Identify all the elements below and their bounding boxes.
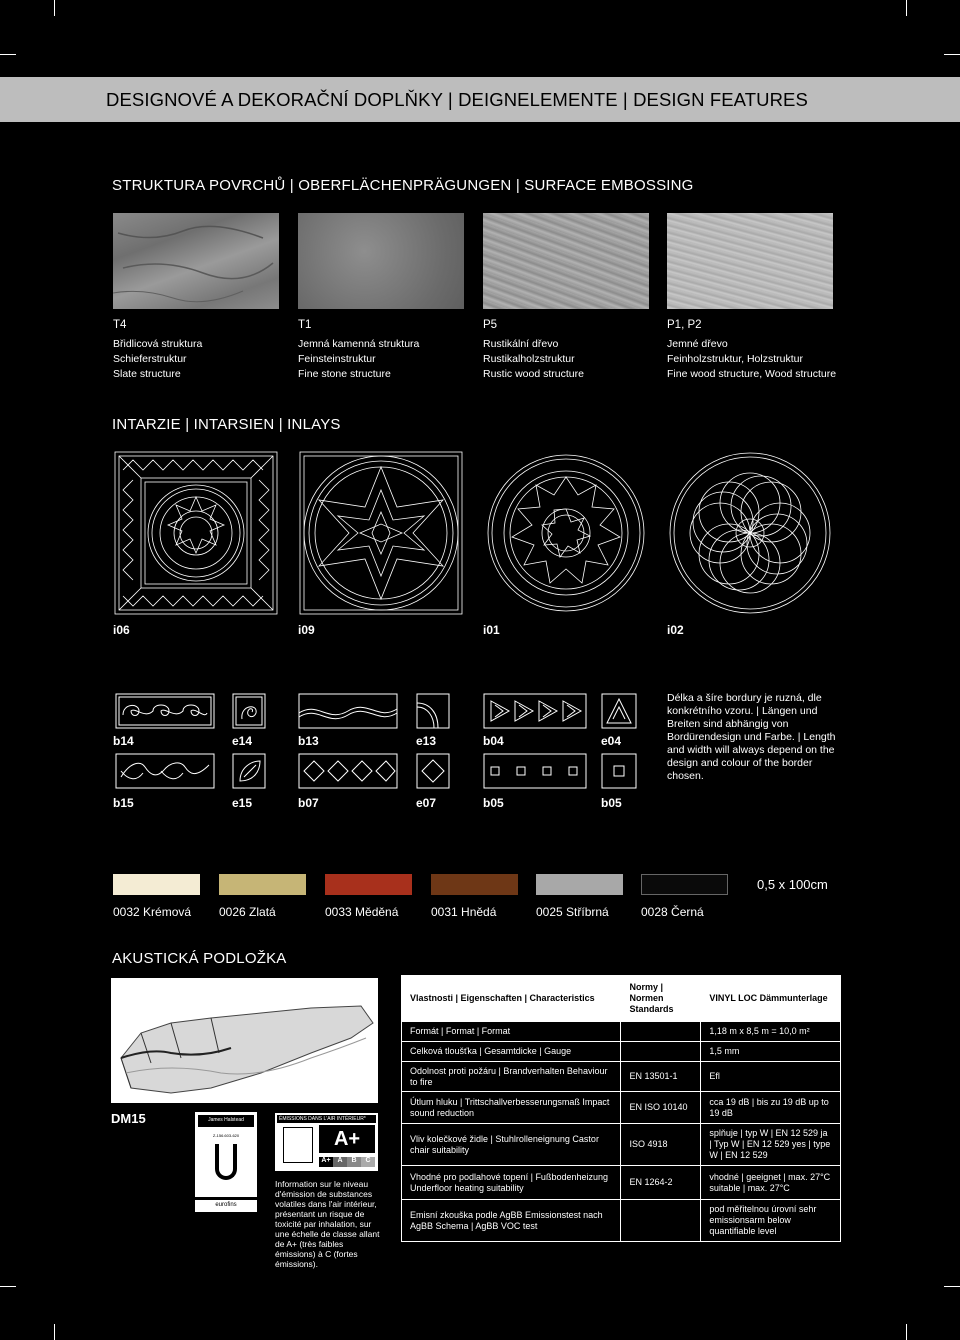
border-code: e07 — [416, 796, 437, 810]
color-label: 0031 Hnědá — [431, 905, 497, 919]
border-code: b05 — [483, 796, 504, 810]
crop-mark — [906, 1324, 907, 1340]
inlays-title: INTARZIE | INTARSIEN | INLAYS — [112, 416, 341, 433]
product-code: DM15 — [111, 1111, 146, 1126]
table-row: Odolnost proti požáru | Brandverhalten Behaviour to fire EN 13501-1 Efl — [402, 1062, 841, 1092]
texture-p5 — [483, 213, 649, 309]
inlay-i01 — [483, 450, 649, 616]
border-b05 — [483, 753, 587, 789]
table-row: Vliv kolečkové židle | Stuhlrolleneignung Castor chair suitability ISO 4918 splňuje | typ W | EN 12 529 ja | Typ W | EN 12 529 yes | type W | EN 12 529 — [402, 1124, 841, 1166]
table-row: Emisní zkouška podle AgBB Emissionstest nach AgBB Schema | AgBB VOC test pod měřitelnou úrovní sehr emissionsarm below quantifiable level — [402, 1200, 841, 1242]
color-swatch-black — [641, 874, 728, 895]
border-note: Délka a šíre bordury je ruzná, dle konkrétního vzoru. | Längen und Breiten sind abhängig von Bordürendesign und Farbe. | Length and width will always depend on the design and colour of the border chosen. — [667, 692, 836, 782]
emission-badge: ÉMISSIONS DANS L'AIR INTÉRIEUR* A+ A+ A B C — [275, 1113, 378, 1171]
inlay-code: i01 — [483, 623, 500, 637]
border-b13 — [298, 693, 398, 729]
color-swatch-silver — [536, 874, 623, 895]
spec-table — [401, 975, 841, 1242]
edge-e07 — [416, 753, 450, 789]
border-code: b07 — [298, 796, 319, 810]
color-label: 0032 Krémová — [113, 905, 192, 919]
color-label: 0026 Zlatá — [219, 905, 276, 919]
texture-t1 — [298, 213, 464, 309]
inlay-i02 — [667, 450, 833, 616]
color-swatch-cream — [113, 874, 200, 895]
emission-text: Information sur le niveau d'émission de substances volatiles dans l'air intérieur, présentant un risque de toxicité par inhalation, sur une échelle de classe allant de A+ (très faibles émissions) à C (fortes émissions). — [275, 1179, 380, 1269]
texture-p1-p2 — [667, 213, 833, 309]
crop-mark — [0, 1286, 16, 1287]
embossing-title: STRUKTURA POVRCHŮ | OBERFLÄCHENPRÄGUNGEN | SURFACE EMBOSSING — [112, 177, 694, 194]
u-mark-icon — [215, 1144, 237, 1180]
emission-scale: A+ A B C — [319, 1157, 375, 1167]
table-header-row: Vlastnosti | Eigenschaften | Characteristics Normy | Normen Standards VINYL LOC Dämmunterlage — [402, 976, 841, 1022]
texture-code: T4 — [113, 319, 127, 331]
crop-mark — [944, 54, 960, 55]
color-swatch-copper — [325, 874, 412, 895]
border-code: b04 — [483, 734, 504, 748]
eurofins-logo: eurofins — [195, 1200, 257, 1212]
border-b07 — [298, 753, 398, 789]
texture-t4 — [113, 213, 279, 309]
border-code: b13 — [298, 734, 319, 748]
table-row: Útlum hluku | Trittschallverbesserungsmaß Impact sound reduction EN ISO 10140 cca 19 dB | bis zu 19 dB up to 19 dB — [402, 1092, 841, 1124]
border-code: b14 — [113, 734, 134, 748]
page-header — [0, 77, 960, 122]
border-code: e04 — [601, 734, 622, 748]
crop-mark — [54, 0, 55, 16]
texture-caption: P1, P2 Jemné dřevo Feinholzstruktur, Holzstruktur Fine wood structure, Wood structure — [667, 319, 837, 380]
house-icon — [283, 1127, 313, 1163]
border-b15 — [115, 753, 215, 789]
texture-code: P1, P2 — [667, 319, 702, 331]
edge-b05 — [601, 753, 637, 789]
color-label: 0025 Stříbrná — [536, 905, 609, 919]
certification-logo: James Halstead Z-156.603-620 — [195, 1112, 257, 1197]
emission-grade: A+ — [319, 1125, 375, 1153]
table-row: Formát | Format | Format 1,18 m x 8,5 m = 10,0 m² — [402, 1022, 841, 1042]
border-code: b15 — [113, 796, 134, 810]
page-title: DESIGNOVÉ A DEKORAČNÍ DOPLŇKY | DEIGNELEMENTE | DESIGN FEATURES — [106, 89, 808, 110]
crop-mark — [54, 1324, 55, 1340]
color-label: 0033 Měděná — [325, 905, 399, 919]
texture-caption: T1 Jemná kamenná struktura Feinsteinstruktur Fine stone structure — [298, 319, 420, 380]
crop-mark — [944, 1286, 960, 1287]
edge-e04 — [601, 693, 637, 729]
border-code: e15 — [232, 796, 253, 810]
inlay-code: i02 — [667, 623, 684, 637]
underlay-image — [111, 978, 378, 1103]
color-label: 0028 Černá — [641, 905, 704, 919]
table-row: Vhodné pro podlahové topení | Fußbodenheizung Underfloor heating suitability EN 1264-2 vhodné | geeignet | max. 27°C suitable | max. 27°C — [402, 1166, 841, 1200]
underlay-title: AKUSTICKÁ PODLOŽKA — [112, 950, 287, 967]
edge-e13 — [416, 693, 450, 729]
border-b14 — [115, 693, 215, 729]
crop-mark — [0, 54, 16, 55]
color-swatch-brown — [431, 874, 518, 895]
edge-e14 — [232, 693, 266, 729]
inlay-i06 — [113, 450, 279, 616]
crop-mark — [906, 0, 907, 16]
edge-e15 — [232, 753, 266, 789]
texture-caption: T4 Břidlicová struktura Schieferstruktur Slate structure — [113, 319, 203, 380]
border-code: e14 — [232, 734, 253, 748]
texture-caption: P5 Rustikální dřevo Rustikalholzstruktur Rustic wood structure — [483, 319, 584, 380]
border-b04 — [483, 693, 587, 729]
inlay-code: i09 — [298, 623, 315, 637]
color-swatch-gold — [219, 874, 306, 895]
border-code: b05 — [601, 796, 622, 810]
texture-code: T1 — [298, 319, 312, 331]
border-code: e13 — [416, 734, 437, 748]
inlay-code: i06 — [113, 623, 130, 637]
border-dimension: 0,5 x 100cm — [757, 877, 828, 892]
table-row: Celková tloušťka | Gesamtdicke | Gauge 1,5 mm — [402, 1042, 841, 1062]
texture-code: P5 — [483, 319, 498, 331]
inlay-i09 — [298, 450, 464, 616]
